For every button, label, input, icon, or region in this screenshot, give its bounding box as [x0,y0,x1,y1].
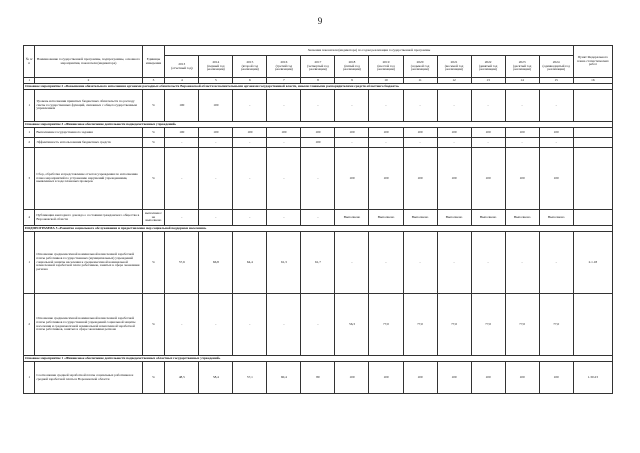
row-number: 1 [24,128,35,138]
table-row [24,362,613,394]
indicator-value: 100 [471,128,505,138]
federal-plan-item [573,148,612,210]
federal-plan-item [573,90,612,122]
header-year [199,56,233,78]
row-number: 2 [24,294,35,356]
indicator-name: Отношение среднемесячной номинальной начисленной заработной платы работников государственной учреждений социальной защиты населения и среднемесячной номинальной начисленной заработной платы работников, занятых в сфере экономики региона [35,294,142,356]
indicator-value: 100 [335,128,369,138]
column-number: 11 [403,78,437,84]
row-number: 3 [24,148,35,210]
indicator-name: Отношение среднемесячной номинальной начисленной заработной платы работников государственных (муниципальных) учреждений социальной защиты населения к среднемесячной номинальной начисленной заработной плате работников, занятых в сфере экономики региона [35,232,142,294]
indicator-value: 100 [539,148,573,210]
indicator-value: - [403,138,437,148]
header-year-value: 2015 [246,59,254,64]
indicator-value: 100 [403,148,437,210]
indicator-name: Публикация ежегодного доклада о состоянии гражданского общества в Воронежской области [35,210,142,226]
indicator-value: 100 [437,148,471,210]
column-number: 8 [301,78,335,84]
header-year-sub: (отчетный год) [171,65,193,70]
indicator-value: - [437,232,471,294]
indicator-value: - [301,210,335,226]
indicator-value: - [505,138,539,148]
header-year-value: 2017 [314,59,322,64]
federal-plan-item: 1.30.23 [573,362,612,394]
table-row [24,128,613,138]
column-number: 3 [142,78,165,84]
indicator-value: 100 [267,128,301,138]
indicator-value: - [199,210,233,226]
indicator-value: - [267,148,301,210]
indicator-value: 77,0 [369,294,403,356]
header-year-sub: (одиннадцатый год реализации) [542,63,570,72]
indicator-value: - [505,232,539,294]
indicator-value: 100 [369,148,403,210]
row-number: 1 [24,232,35,294]
indicator-value: - [199,138,233,148]
federal-plan-item [573,138,612,148]
indicator-value: - [199,294,233,356]
indicator-value: - [301,90,335,122]
indicator-value: 100 [471,362,505,394]
indicator-unit: % [142,232,165,294]
table-row [24,210,613,226]
indicator-value: - [539,232,573,294]
indicator-value: 77,0 [471,294,505,356]
indicator-value: 100 [437,362,471,394]
indicator-value: 100 [199,128,233,138]
header-year [505,56,539,78]
indicator-value: - [369,90,403,122]
indicator-value: - [335,138,369,148]
page-number: 9 [317,16,323,26]
indicator-name: Выполнение государственного задания [35,128,142,138]
indicator-value: - [335,90,369,122]
indicator-unit: % [142,138,165,148]
indicator-unit: % [142,362,165,394]
indicator-value: - [267,90,301,122]
indicator-value: 100 [335,148,369,210]
header-year-value: 2024 [552,59,560,64]
indicator-value: - [369,138,403,148]
section-title: Основное мероприятие 3 «Финансовое обеспечение деятельности подведомственных учреждений» [24,122,613,128]
indicator-value: 100 [403,128,437,138]
header-year-value: 2021 [450,59,458,64]
indicator-value: 80 [301,362,335,394]
section-title: ПОДПРОГРАММА 5 «Развитие социального обслуживания и предоставление мер социальной поддержки населения» [24,226,613,232]
indicator-value: - [165,210,199,226]
header-year [335,56,369,78]
indicator-value: 100 [505,362,539,394]
header-year [301,56,335,78]
indicator-value: 66,8 [199,232,233,294]
indicator-value: - [199,148,233,210]
indicator-value: Выполнено [539,210,573,226]
indicator-value: Выполнено [369,210,403,226]
indicator-value: 100 [505,148,539,210]
header-year [437,56,471,78]
header-year [369,56,403,78]
indicator-value: 77,0 [539,294,573,356]
indicator-value: 100 [301,138,335,148]
indicator-value: Выполнено [403,210,437,226]
header-year [165,56,199,78]
column-number: 13 [471,78,505,84]
header-year-value: 2016 [280,59,288,64]
indicator-name: Соотношение средней заработной платы социальных работников и средней заработной платы в Воронежской области [35,362,142,394]
indicator-value: 100 [505,128,539,138]
table-row [24,294,613,356]
federal-plan-item [573,210,612,226]
table-row [24,232,613,294]
header-year-sub: (четвертый год реализации) [307,63,329,72]
header-federal: Пункт Федерального плана статистических работ [573,46,612,78]
header-year [471,56,505,78]
indicator-value: - [539,138,573,148]
column-number: 16 [573,78,612,84]
indicator-value: - [301,294,335,356]
indicator-value: 100 [165,90,199,122]
indicator-value: 64,4 [233,232,267,294]
header-year [539,56,573,78]
table-row [24,138,613,148]
indicator-value: 60,4 [267,362,301,394]
indicator-value: - [233,294,267,356]
federal-plan-item [573,128,612,138]
header-year-value: 2013 [178,61,186,66]
header-year-value: 2014 [212,59,220,64]
header-year [267,56,301,78]
header-year-sub: (десятый год реализации) [512,63,532,72]
column-number: 1 [24,78,35,84]
indicator-value: Выполнено [335,210,369,226]
indicator-value: 100 [403,362,437,394]
indicator-value: - [369,232,403,294]
header-year-sub: (второй год реализации) [241,63,259,72]
header-no: № п/п [24,46,35,78]
indicator-value: 61,3 [267,232,301,294]
header-year-value: 2020 [416,59,424,64]
column-number: 5 [199,78,233,84]
header-year-sub: (третий год реализации) [275,63,293,72]
column-number: 14 [505,78,539,84]
indicator-value: - [233,148,267,210]
indicator-value: 100 [165,128,199,138]
indicator-value: 100 [539,128,573,138]
indicator-value: - [335,232,369,294]
indicator-value: - [471,90,505,122]
indicator-value: Выполнено [437,210,471,226]
column-number: 2 [35,78,142,84]
indicator-value: - [267,294,301,356]
indicator-value: - [437,90,471,122]
header-unit: Единицы измерения [142,46,165,78]
header-year-value: 2018 [348,59,356,64]
indicator-value: 57,6 [165,232,199,294]
indicator-value: - [403,90,437,122]
section-title: Основное мероприятие 1 «Финансовое обеспечение деятельности подведомственных областных государственных учреждений» [24,356,613,362]
header-year-value: 2023 [518,59,526,64]
indicator-value: 100 [471,148,505,210]
indicator-value: 100 [301,128,335,138]
indicator-value: 77,0 [505,294,539,356]
indicator-value: - [233,210,267,226]
row-number: 2 [24,138,35,148]
federal-plan-item: 2.1.18 [573,232,612,294]
indicator-value: - [233,138,267,148]
header-year-value: 2019 [382,59,390,64]
header-year-sub: (шестой год реализации) [377,63,395,72]
indicator-value: 48,5 [165,362,199,394]
indicator-value: - [539,90,573,122]
indicator-value: - [505,90,539,122]
indicators-table [23,45,613,394]
header-year-value: 2022 [484,59,492,64]
indicator-value: Выполнено [471,210,505,226]
indicator-value: 77,0 [403,294,437,356]
column-number: 12 [437,78,471,84]
header-year-sub: (восьмой год реализации) [444,63,464,72]
indicator-value: - [471,138,505,148]
indicator-value: - [165,148,199,210]
indicator-value: 100 [335,362,369,394]
header-year-sub: (первый год реализации) [206,63,225,72]
indicator-value: 100 [437,128,471,138]
federal-plan-item [573,294,612,356]
section-title: Основное мероприятие 2 «Повышение обязательного исполнения органами расходных обязательств Воронежской области исполнительными органами государственной власти, иными главными распорядителями средств областного бюджета» [24,84,613,90]
column-number: 4 [165,78,199,84]
indicator-value: - [301,148,335,210]
row-number: 1 [24,90,35,122]
indicator-unit: выполнено/не выполнено [142,210,165,226]
indicator-unit: % [142,128,165,138]
indicator-value: - [471,232,505,294]
table-row [24,90,613,122]
indicator-value: 58,4 [199,362,233,394]
column-number: 6 [233,78,267,84]
indicator-value: - [267,138,301,148]
indicator-value: 100 [369,362,403,394]
column-number: 15 [539,78,573,84]
indicator-value: 77,0 [437,294,471,356]
column-number: 7 [267,78,301,84]
column-number: 9 [335,78,369,84]
indicator-value: - [165,294,199,356]
indicator-value: 57,1 [233,362,267,394]
indicator-value: - [165,138,199,148]
header-year-sub: (пятый год реализации) [343,63,361,72]
indicator-value: 100 [539,362,573,394]
table-row [24,148,613,210]
indicator-value: 100 [233,128,267,138]
indicator-name: Уровень исполнения принятых бюджетных обязательств по расходу сметы государственных функций, связанных с общегосударственным управлением [35,90,142,122]
row-number: 4 [24,210,35,226]
header-year-sub: (седьмой год реализации) [410,63,430,72]
indicator-value: 100 [199,90,233,122]
header-year-sub: (девятый год реализации) [478,63,498,72]
header-values-group: Значения показателя (индикатора) по годам реализации государственной программы [165,46,573,56]
header-year [403,56,437,78]
indicator-unit: % [142,90,165,122]
indicator-unit: % [142,148,165,210]
indicator-unit: % [142,294,165,356]
indicator-value: 61,7 [301,232,335,294]
indicator-value: 56,3 [335,294,369,356]
row-number: 1 [24,362,35,394]
indicator-name: Сбор, обработка и представление отчетов учреждения по исполнению плана мероприятий по устранению нарушений учреждениями, выявленных в ходе плановых проверок [35,148,142,210]
indicator-value: - [403,232,437,294]
column-number: 10 [369,78,403,84]
indicator-value: - [233,90,267,122]
indicator-value: 100 [369,128,403,138]
indicator-value: Выполнено [505,210,539,226]
indicator-value: - [267,210,301,226]
header-year [233,56,267,78]
indicator-name: Эффективность использования бюджетных средств [35,138,142,148]
header-name: Наименование государственной программы, подпрограммы, основного мероприятия, показателя (индикатора) [35,46,142,78]
indicator-value: - [437,138,471,148]
